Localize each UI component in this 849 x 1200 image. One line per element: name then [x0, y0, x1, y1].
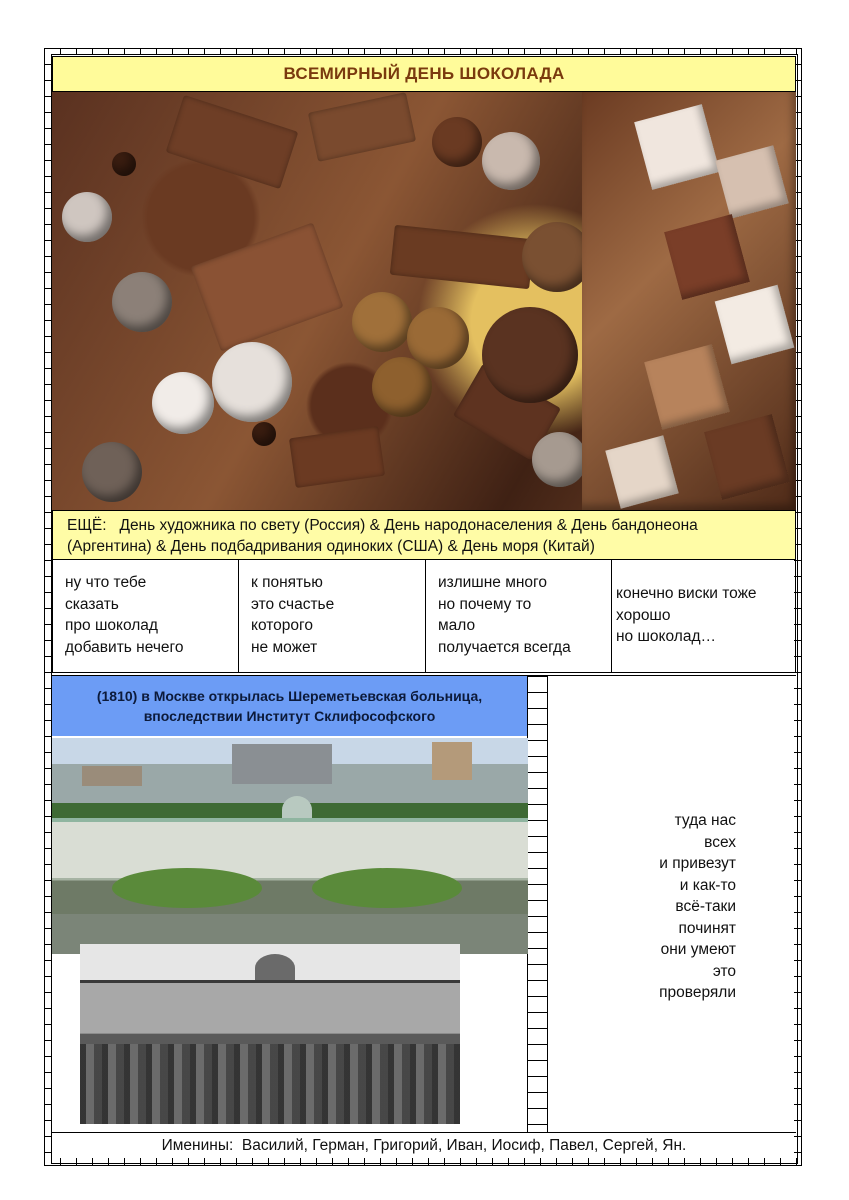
poem-line: и как-то: [679, 876, 736, 894]
verse-line: добавить нечего: [65, 638, 184, 656]
also-line-1: ЕЩЁ: День художника по свету (Россия) & День народонаселения & День бандонеона: [67, 517, 698, 534]
verse-column-2: [239, 560, 426, 672]
poem-line: проверяли: [659, 984, 736, 1001]
verse-line: хорошо: [616, 606, 671, 624]
historical-hospital-photo: [80, 944, 460, 1124]
historical-event-banner: [52, 676, 527, 736]
verse-line: мало: [438, 617, 476, 634]
also-line-2: (Аргентина) & День подбадривания одиноких (США) & День моря (Китай): [67, 538, 595, 555]
verse-line: про шоколад: [65, 617, 158, 634]
verse-column-4: [612, 560, 795, 672]
verse-line: которого: [251, 617, 313, 634]
page-title: ВСЕМИРНЫЙ ДЕНЬ ШОКОЛАДА: [283, 64, 565, 83]
poem-line: это: [712, 962, 736, 980]
verse-column-1: [53, 560, 239, 672]
verse-line: получается всегда: [438, 638, 571, 656]
verse-line: но почему то: [438, 595, 532, 613]
sklifosovsky-aerial-photo: [52, 738, 528, 954]
middle-ladder-divider: [527, 676, 548, 1132]
poem-line: и привезут: [659, 855, 736, 872]
poem-line: всё-таки: [675, 898, 736, 915]
chocolate-photo: [52, 92, 796, 510]
name-days-text: Именины: Василий, Герман, Григорий, Иван, Иосиф, Павел, Сергей, Ян.: [161, 1136, 687, 1154]
verse-column-3: [426, 560, 612, 672]
verse-line: ну что тебе: [65, 574, 147, 591]
event-line-2: впоследствии Институт Склифософского: [143, 708, 436, 724]
side-poem: [556, 810, 736, 1004]
verse-line: к понятью: [251, 574, 323, 591]
verse-row: [52, 560, 796, 672]
verse-line: но шоколад…: [616, 628, 716, 645]
name-days-footer: [52, 1132, 796, 1158]
verse-line: это счастье: [251, 595, 335, 613]
verse-line: конечно виски тоже: [616, 585, 757, 602]
verse-line: сказать: [65, 595, 119, 613]
event-line-1: (1810) в Москве открылась Шереметьевская больница,: [96, 688, 483, 704]
verse-line: излишне много: [438, 574, 547, 591]
verse-line: не может: [251, 638, 318, 656]
poem-line: туда нас: [674, 812, 736, 829]
poem-line: они умеют: [660, 941, 736, 958]
poem-line: починят: [678, 919, 736, 937]
title-banner: [52, 56, 796, 92]
also-celebrated-box: [52, 510, 796, 560]
poem-line: всех: [704, 833, 736, 851]
